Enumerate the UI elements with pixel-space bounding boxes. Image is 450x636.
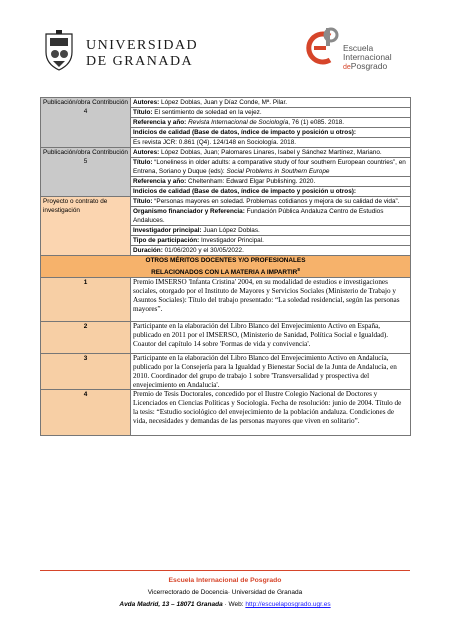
- merit-number-2: 2: [41, 322, 131, 354]
- university-name-line1: UNIVERSIDAD: [86, 38, 199, 53]
- merits-heading: [41, 256, 411, 278]
- posgrado-logo-icon: [300, 26, 340, 72]
- project-type: Tipo de participación: Investigador Principal.: [131, 236, 411, 246]
- pub5-title: Título: “Loneliness in older adults: a comparative study of four southern European countries”, en Entrena, Soriano y Duque (eds): Social Problems in Southern Europe: [131, 158, 411, 177]
- project-duration: Duración: 01/06/2020 y el 30/05/2022.: [131, 246, 411, 256]
- university-name-line2: DE GRANADA: [86, 54, 194, 69]
- pub4-title: Título: El sentimiento de soledad en la vejez.: [131, 108, 411, 118]
- merit-number-4: 4: [41, 390, 131, 436]
- project-title: Título: “Personas mayores en soledad. Problemas cotidianos y mejora de su calidad de vida”.: [131, 197, 411, 207]
- merit-text-2: Participante en la elaboración del Libro Blanco del Envejecimiento Activo en España, publicado en 2011 por el IMSERSO, (Ministerio de Sanidad, Política Social e Igualdad). Coautor del capítulo 14 sobre 'Formas de vida y convivencia'.: [131, 322, 411, 354]
- pub4-quality-label: Indicios de calidad (Base de datos, índice de impacto y posición u otros):: [131, 128, 411, 138]
- footer-divider: [40, 570, 410, 571]
- cv-table: [40, 97, 411, 436]
- merit-number-3: 3: [41, 354, 131, 390]
- pub5-quality-label: Indicios de calidad (Base de datos, índice de impacto y posición u otros):: [131, 187, 411, 197]
- project-pi: Investigador principal: Juan López Doblas.: [131, 226, 411, 236]
- merits-heading-line1: OTROS MÉRITOS DOCENTES Y/O PROFESIONALES: [145, 257, 306, 264]
- university-name: [86, 38, 198, 70]
- footer-address: Avda Madrid, 13 – 18071 Granada · Web: http://escuelaposgrado.ugr.es: [119, 601, 331, 608]
- pub5-label: Publicación/obra Contribución 5: [41, 148, 131, 197]
- merit-text-1: Premio IMSERSO 'Infanta Cristina' 2004, en su modalidad de estudios e investigaciones sociales, otorgado por el Instituto de Mayores y Servicios Sociales (Ministerio de Trabajo y Asuntos Sociales): Título del trabajo presentado: “La soledad residencial, según las personas mayores”.: [131, 278, 411, 322]
- posgrado-line1: Escuela: [343, 43, 374, 53]
- project-funder: Organismo financiador y Referencia: Fundación Pública Andaluza Centro de Estudios Andaluces.: [131, 207, 411, 226]
- posgrado-line3: dePosgrado: [343, 61, 388, 71]
- project-label: Proyecto o contrato de investigación: [41, 197, 131, 256]
- posgrado-name: [343, 44, 392, 72]
- merit-text-4: Premio de Tesis Doctorales, concedido por el Ilustre Colegio Nacional de Doctores y Licenciados en Ciencias Políticas y Sociología. Fecha de resolución: junio de 2004. Título de la tesis: “Estudio sociológico del envejecimiento de la población andaluza. Condiciones de vida, necesidades y demandas de las personas mayores que viven en solitario”.: [131, 390, 411, 436]
- merits-heading-line2: RELACIONADOS CON LA MATERIA A IMPARTIR$^8$: [151, 267, 300, 277]
- pub4-quality: Es revista JCR: 0.861 (Q4). 124/148 en Sociología. 2018.: [131, 138, 411, 148]
- pub4-authors: Autores: López Doblas, Juan y Díaz Conde, Mª. Pilar.: [131, 98, 411, 108]
- page-header: [0, 0, 450, 90]
- pub5-reference: Referencia y año: Cheltenham: Edward Elgar Publishing. 2020.: [131, 177, 411, 187]
- footer-web-link[interactable]: http://escuelaposgrado.ugr.es: [245, 601, 331, 608]
- university-crest-icon: [40, 30, 78, 72]
- footer-vicerrectorado: Vicerrectorado de Docencia· Universidad de Granada: [147, 589, 303, 596]
- posgrado-line2: Internacional: [343, 52, 392, 62]
- pub4-label: Publicación/obra Contribución 4: [41, 98, 131, 148]
- footer-school: Escuela Internacional de Posgrado: [168, 577, 282, 584]
- pub4-reference: Referencia y año: Revista Internacional de Sociología, 76 (1) e085. 2018.: [131, 118, 411, 128]
- pub5-authors: Autores: López Doblas, Juan; Palomares Linares, Isabel y Sánchez Martínez, Mariano.: [131, 148, 411, 158]
- merit-text-3: Participante en la elaboración del Libro Blanco del Envejecimiento Activo en Andalucía, publicado por la Consejería para la Igualdad y Bienestar Social de la Junta de Andalucía, en 2010. Coordinador del grupo de trabajo 1 sobre 'Transversalidad y prospectiva del envejecimiento en Andalucía'.: [131, 354, 411, 390]
- merit-number-1: 1: [41, 278, 131, 322]
